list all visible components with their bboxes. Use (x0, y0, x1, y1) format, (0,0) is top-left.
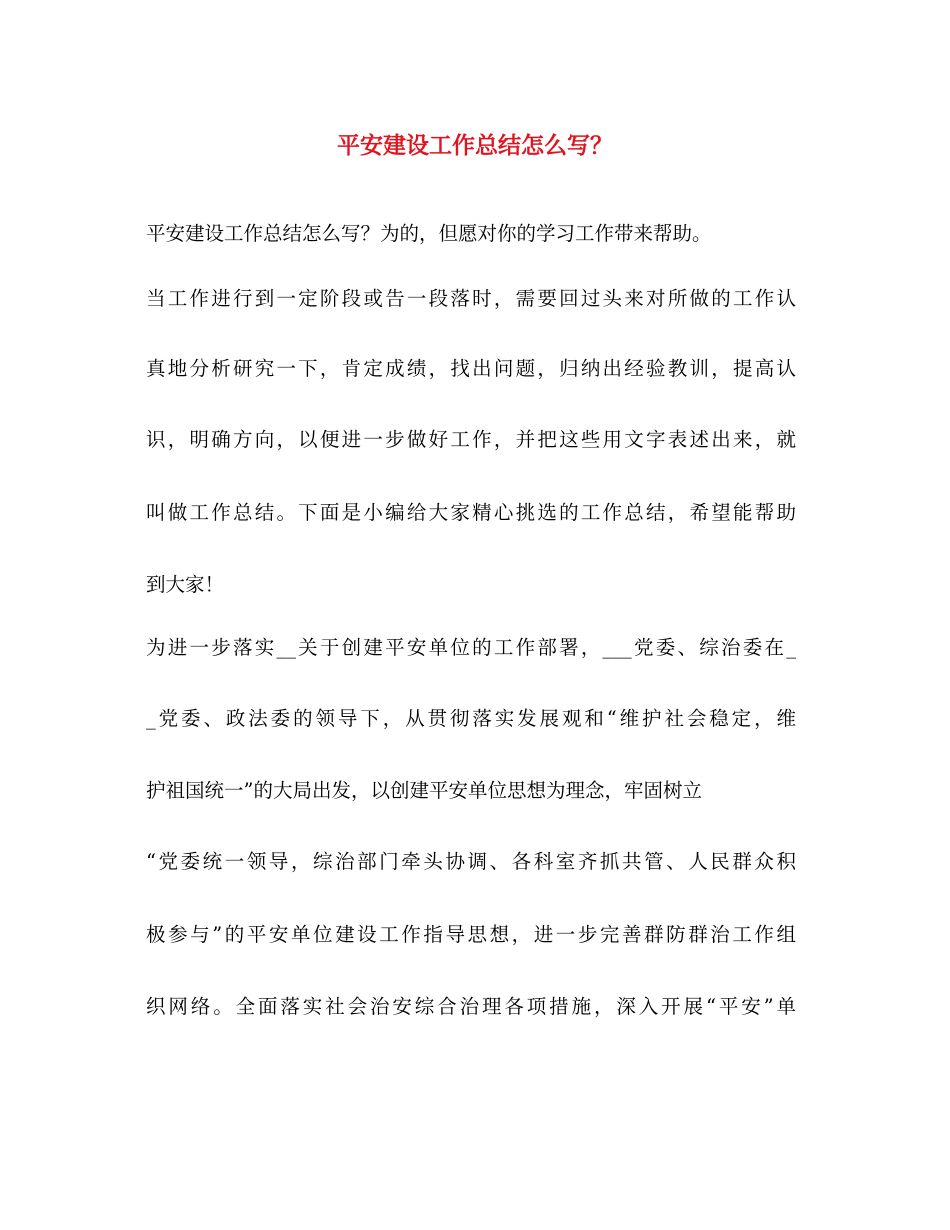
paragraph-line: 识，明确方向，以便进一步做好工作，并把这些用文字表述出来，就 (146, 428, 796, 451)
paragraph-line: 织网络。全面落实社会治安综合治理各项措施，深入开展“平安”单 (146, 995, 796, 1018)
paragraph-line: 叫做工作总结。下面是小编给大家精心挑选的工作总结，希望能帮助 (146, 501, 796, 524)
paragraph-line: 为进一步落实__关于创建平安单位的工作部署，___党委、综治委在_ (146, 636, 796, 659)
paragraph-line: 真地分析研究一下，肯定成绩，找出问题，归纳出经验教训，提高认 (146, 357, 796, 380)
paragraph-line: _党委、政法委的领导下，从贯彻落实发展观和“维护社会稳定，维 (146, 707, 796, 730)
paragraph-line: 当工作进行到一定阶段或告一段落时，需要回过头来对所做的工作认 (146, 287, 796, 310)
document-title: 平安建设工作总结怎么写？ (337, 132, 613, 159)
paragraph-line: 极参与”的平安单位建设工作指导思想，进一步完善群防群治工作组 (146, 923, 796, 946)
paragraph-line: “党委统一领导，综治部门牵头协调、各科室齐抓共管、人民群众积 (146, 850, 796, 873)
paragraph-line: 到大家！ (146, 573, 225, 596)
paragraph-line: 平安建设工作总结怎么写？为的，但愿对你的学习工作带来帮助。 (146, 222, 712, 245)
paragraph-line: 护祖国统一”的大局出发，以创建平安单位思想为理念，牢固树立 (146, 779, 702, 802)
